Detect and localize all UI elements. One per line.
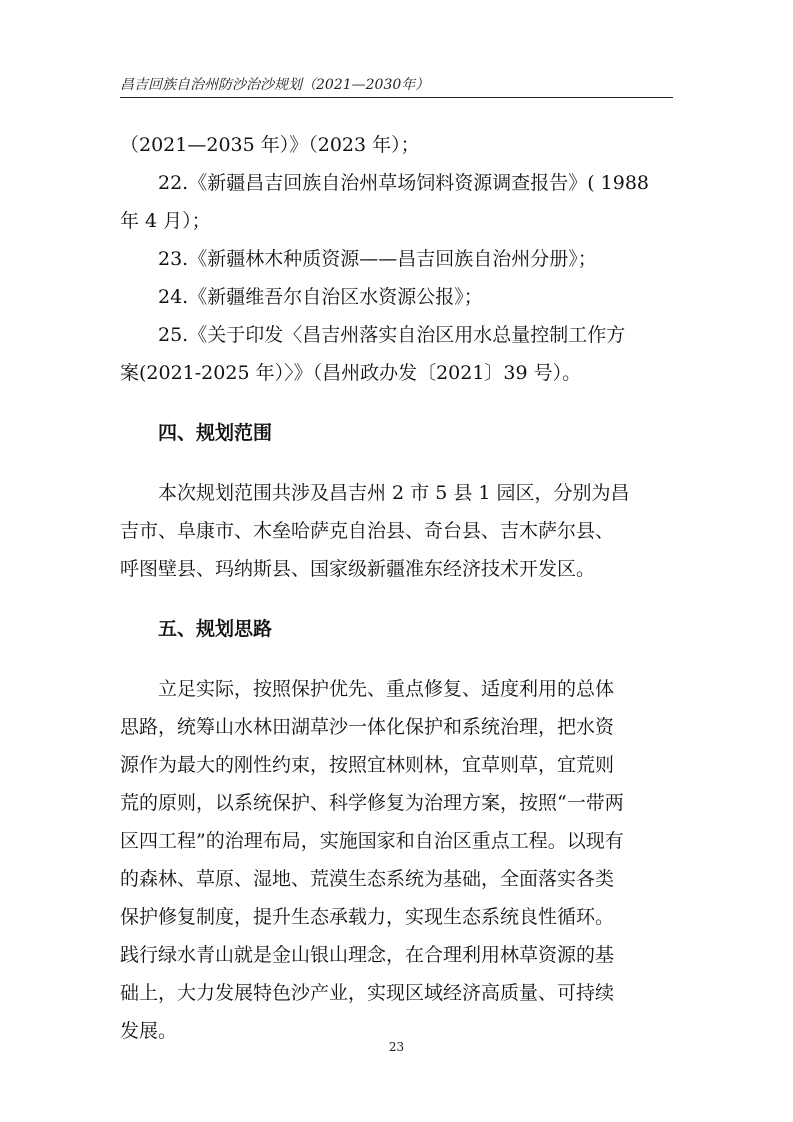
reference-line: 25.《关于印发〈昌吉州落实自治区用水总量控制工作方 xyxy=(158,324,626,346)
running-header: 昌吉回族自治州防沙治沙规划（2021—2030年） xyxy=(120,77,430,93)
paragraph-line: 呼图壁县、玛纳斯县、国家级新疆准东经济技术开发区。 xyxy=(120,558,596,580)
paragraph-line: 立足实际，按照保护优先、重点修复、适度利用的总体 xyxy=(158,678,615,700)
paragraph-line: 发展。 xyxy=(120,1020,178,1042)
reference-line: 年 4 月）； xyxy=(120,210,211,232)
section-heading-scope: 四、规划范围 xyxy=(158,422,273,444)
paragraph-line: 荒的原则，以系统保护、科学修复为治理方案，按照“一带两 xyxy=(120,792,624,814)
paragraph-line: 保护修复制度，提升生态承载力，实现生态系统良性循环。 xyxy=(120,906,615,928)
paragraph-line: 源作为最大的刚性约束，按照宜林则林，宜草则草，宜荒则 xyxy=(120,754,615,776)
document-body xyxy=(120,126,673,1050)
paragraph-line: 本次规划范围共涉及昌吉州 2 市 5 县 1 园区，分别为昌 xyxy=(158,482,630,504)
reference-line: 22.《新疆昌吉回族自治州草场饲料资源调查报告》( 1988 xyxy=(158,172,650,194)
reference-line: 案(2021-2025 年）〉》（昌州政办发〔2021〕39 号）。 xyxy=(120,362,582,384)
paragraph-line: 的森林、草原、湿地、荒漠生态系统为基础，全面落实各类 xyxy=(120,868,615,890)
reference-line: 24.《新疆维吾尔自治区水资源公报》； xyxy=(158,286,483,308)
reference-line: 23.《新疆林木种质资源——昌吉回族自治州分册》； xyxy=(158,248,597,270)
paragraph-line: 思路，统筹山水林田湖草沙一体化保护和系统治理，把水资 xyxy=(120,716,615,738)
reference-line: （2021—2035 年）》（2023 年）； xyxy=(120,134,420,156)
paragraph-line: 础上，大力发展特色沙产业，实现区域经济高质量、可持续 xyxy=(120,982,615,1004)
section-heading-approach: 五、规划思路 xyxy=(158,618,273,640)
header-rule xyxy=(120,97,673,98)
paragraph-line: 吉市、阜康市、木垒哈萨克自治县、奇台县、吉木萨尔县、 xyxy=(120,520,615,542)
reference-list xyxy=(120,126,673,392)
paragraph-line: 区四工程”的治理布局，实施国家和自治区重点工程。以现有 xyxy=(120,830,624,852)
section-body-scope xyxy=(120,474,673,588)
section-body-approach xyxy=(120,670,673,1050)
paragraph-line: 践行绿水青山就是金山银山理念，在合理利用林草资源的基 xyxy=(120,944,615,966)
page-number: 23 xyxy=(388,1040,405,1054)
